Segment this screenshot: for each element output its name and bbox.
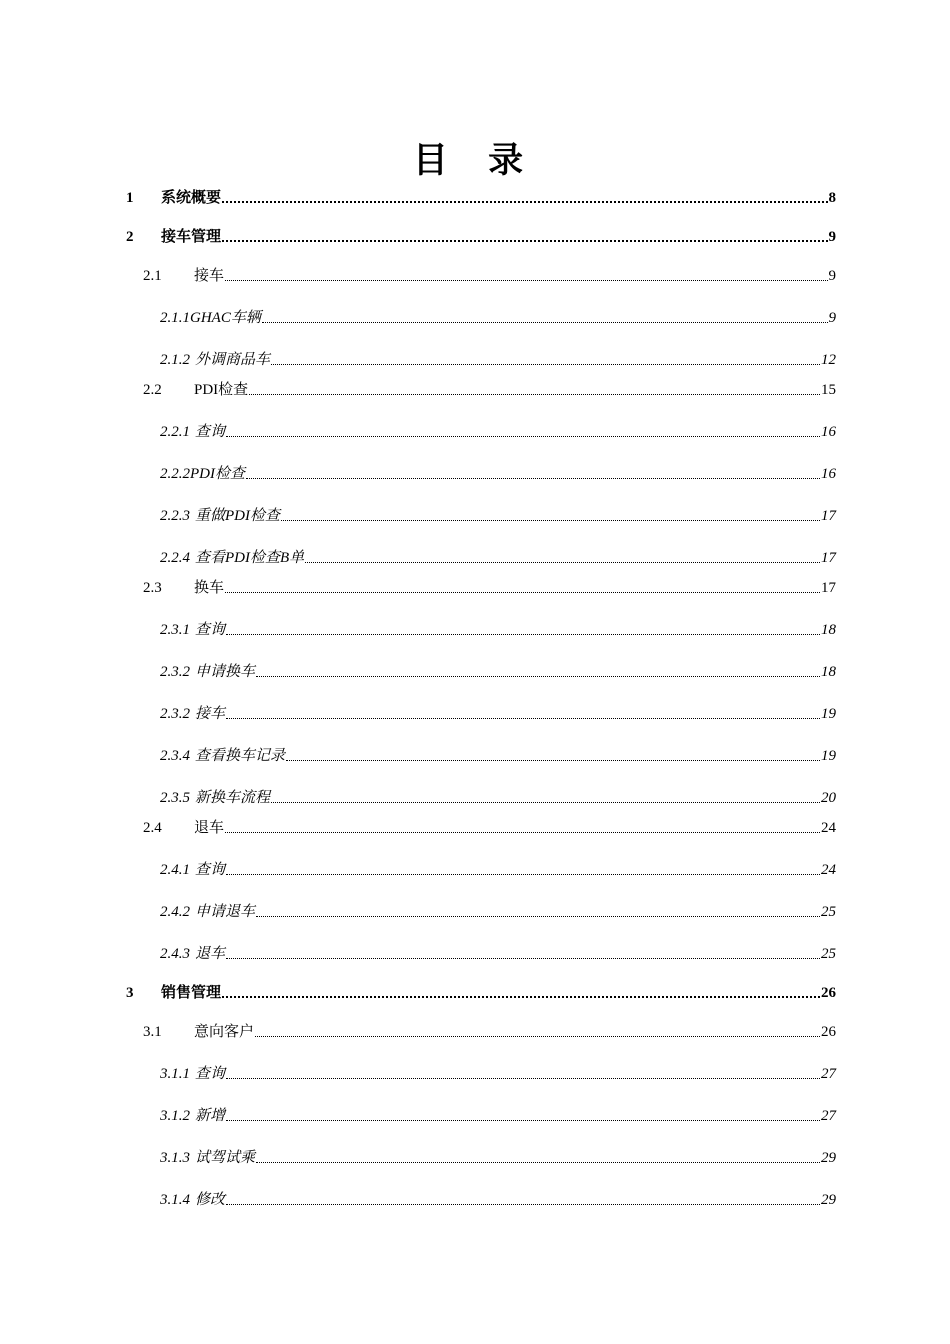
toc-number: 2.1.2 <box>160 352 190 368</box>
dot-leader <box>225 280 827 281</box>
toc-number: 2.3.2 <box>160 706 190 722</box>
dot-leader <box>226 1120 820 1121</box>
dot-leader <box>271 364 820 365</box>
toc-entry[interactable] <box>160 621 836 639</box>
toc-label: 查询 <box>195 622 226 638</box>
toc-number: 2 <box>126 229 134 245</box>
toc-number: 2.3.2 <box>160 664 190 680</box>
toc-page-number: 17 <box>821 580 836 596</box>
dot-leader <box>225 832 820 833</box>
toc-entry[interactable] <box>160 507 836 525</box>
toc-label: 系统概要 <box>161 190 222 206</box>
toc-page-number: 16 <box>821 466 836 482</box>
toc-entry[interactable] <box>143 579 836 597</box>
toc-page-number: 26 <box>821 985 836 1001</box>
dot-leader <box>256 916 820 917</box>
toc-label: 修改 <box>195 1192 226 1208</box>
toc-page-number: 9 <box>828 310 836 326</box>
dot-leader <box>249 394 820 395</box>
toc-label: 外调商品车 <box>195 352 271 368</box>
toc-entry[interactable] <box>160 1107 836 1125</box>
toc-label: 退车 <box>195 946 226 962</box>
toc-number: 2.4 <box>143 820 162 836</box>
toc-number: 2.3.4 <box>160 748 190 764</box>
toc-label: 查询 <box>195 424 226 440</box>
toc-label: 新增 <box>195 1108 226 1124</box>
toc-entry[interactable] <box>160 549 836 567</box>
toc-number: 2.2 <box>143 382 162 398</box>
toc-number: 3.1 <box>143 1024 162 1040</box>
dot-leader <box>222 201 827 203</box>
toc-entry[interactable] <box>160 789 836 807</box>
toc-page-number: 19 <box>821 706 836 722</box>
toc-label: 申请换车 <box>195 664 256 680</box>
toc-page-number: 17 <box>821 508 836 524</box>
dot-leader <box>225 592 820 593</box>
dot-leader <box>222 240 827 242</box>
toc-number: 3.1.1 <box>160 1066 190 1082</box>
toc-page-number: 18 <box>821 664 836 680</box>
toc-number: 2.3 <box>143 580 162 596</box>
toc-entry[interactable] <box>160 705 836 723</box>
toc-label: 意向客户 <box>194 1024 255 1040</box>
toc-entry[interactable] <box>143 381 836 399</box>
toc-label: 接车 <box>195 706 226 722</box>
toc-number: 2.4.3 <box>160 946 190 962</box>
dot-leader <box>226 958 820 959</box>
dot-leader <box>226 436 820 437</box>
toc-number: 2.1.1 <box>160 310 190 326</box>
toc-page-number: 12 <box>821 352 836 368</box>
toc-number: 2.2.3 <box>160 508 190 524</box>
dot-leader <box>226 874 820 875</box>
toc-page-number: 18 <box>821 622 836 638</box>
toc-entry[interactable] <box>160 1191 836 1209</box>
toc-label: 退车 <box>194 820 225 836</box>
toc-number: 1 <box>126 190 134 206</box>
toc-number: 3.1.3 <box>160 1150 190 1166</box>
dot-leader <box>271 802 820 803</box>
toc-label: 重做PDI检查 <box>195 508 280 524</box>
toc-page-number: 16 <box>821 424 836 440</box>
dot-leader <box>256 676 820 677</box>
toc-page-number: 20 <box>821 790 836 806</box>
toc-label: 查询 <box>195 1066 226 1082</box>
toc-number: 2.1 <box>143 268 162 284</box>
toc-entry[interactable] <box>143 1023 836 1041</box>
toc-entry[interactable] <box>160 1149 836 1167</box>
dot-leader <box>226 1204 820 1205</box>
toc-page-number: 9 <box>828 268 836 284</box>
toc-page-number: 29 <box>821 1192 836 1208</box>
dot-leader <box>262 322 828 323</box>
toc-page-number: 15 <box>821 382 836 398</box>
toc-page-number: 29 <box>821 1150 836 1166</box>
toc-label: 查询 <box>195 862 226 878</box>
toc-label: 接车 <box>194 268 225 284</box>
toc-number: 2.4.1 <box>160 862 190 878</box>
dot-leader <box>222 996 820 998</box>
toc-entry[interactable] <box>160 747 836 765</box>
toc-entry[interactable] <box>143 267 836 285</box>
toc-number: 3 <box>126 985 134 1001</box>
toc-page-number: 24 <box>821 820 836 836</box>
toc-title: 目 录 <box>412 141 538 181</box>
toc-number: 3.1.2 <box>160 1108 190 1124</box>
dot-leader <box>246 478 820 479</box>
dot-leader <box>281 520 820 521</box>
toc-entry[interactable] <box>160 309 836 327</box>
toc-entry[interactable] <box>160 903 836 921</box>
toc-number: 2.3.1 <box>160 622 190 638</box>
toc-number: 2.2.4 <box>160 550 190 566</box>
toc-entry[interactable] <box>160 945 836 963</box>
toc-entry[interactable] <box>160 423 836 441</box>
toc-label: 申请退车 <box>195 904 256 920</box>
toc-label: 换车 <box>194 580 225 596</box>
toc-page-number: 9 <box>828 229 836 245</box>
toc-number: 2.4.2 <box>160 904 190 920</box>
toc-entry[interactable] <box>143 819 836 837</box>
toc-entry[interactable] <box>160 465 836 483</box>
toc-page-number: 26 <box>821 1024 836 1040</box>
toc-entry[interactable] <box>160 1065 836 1083</box>
toc-page-number: 25 <box>821 946 836 962</box>
toc-label: PDI检查 <box>194 382 249 398</box>
toc-entry[interactable] <box>160 663 836 681</box>
toc-number: 2.2.1 <box>160 424 190 440</box>
toc-page-number: 24 <box>821 862 836 878</box>
dot-leader <box>226 718 820 719</box>
dot-leader <box>226 634 820 635</box>
toc-entry[interactable] <box>126 984 836 1002</box>
toc-label: 销售管理 <box>161 985 222 1001</box>
toc-label: 试驾试乘 <box>195 1150 256 1166</box>
toc-page-number: 27 <box>821 1108 836 1124</box>
toc-entry[interactable] <box>160 861 836 879</box>
dot-leader <box>305 562 820 563</box>
toc-label: PDI检查 <box>190 466 245 482</box>
toc-label: 查看PDI检查B单 <box>195 550 305 566</box>
toc-entry[interactable] <box>160 351 836 369</box>
toc-number: 3.1.4 <box>160 1192 190 1208</box>
toc-page-number: 19 <box>821 748 836 764</box>
toc-number: 2.3.5 <box>160 790 190 806</box>
toc-label: 新换车流程 <box>195 790 271 806</box>
dot-leader <box>255 1036 820 1037</box>
dot-leader <box>286 760 820 761</box>
toc-page-number: 8 <box>828 190 836 206</box>
toc-label: 接车管理 <box>161 229 222 245</box>
dot-leader <box>226 1078 820 1079</box>
toc-label: GHAC车辆 <box>190 310 261 326</box>
toc-label: 查看换车记录 <box>195 748 286 764</box>
toc-number: 2.2.2 <box>160 466 190 482</box>
toc-page-number: 27 <box>821 1066 836 1082</box>
toc-page-number: 17 <box>821 550 836 566</box>
dot-leader <box>256 1162 820 1163</box>
toc-entry[interactable] <box>126 228 836 246</box>
toc-entry[interactable] <box>126 189 836 207</box>
toc-page-number: 25 <box>821 904 836 920</box>
